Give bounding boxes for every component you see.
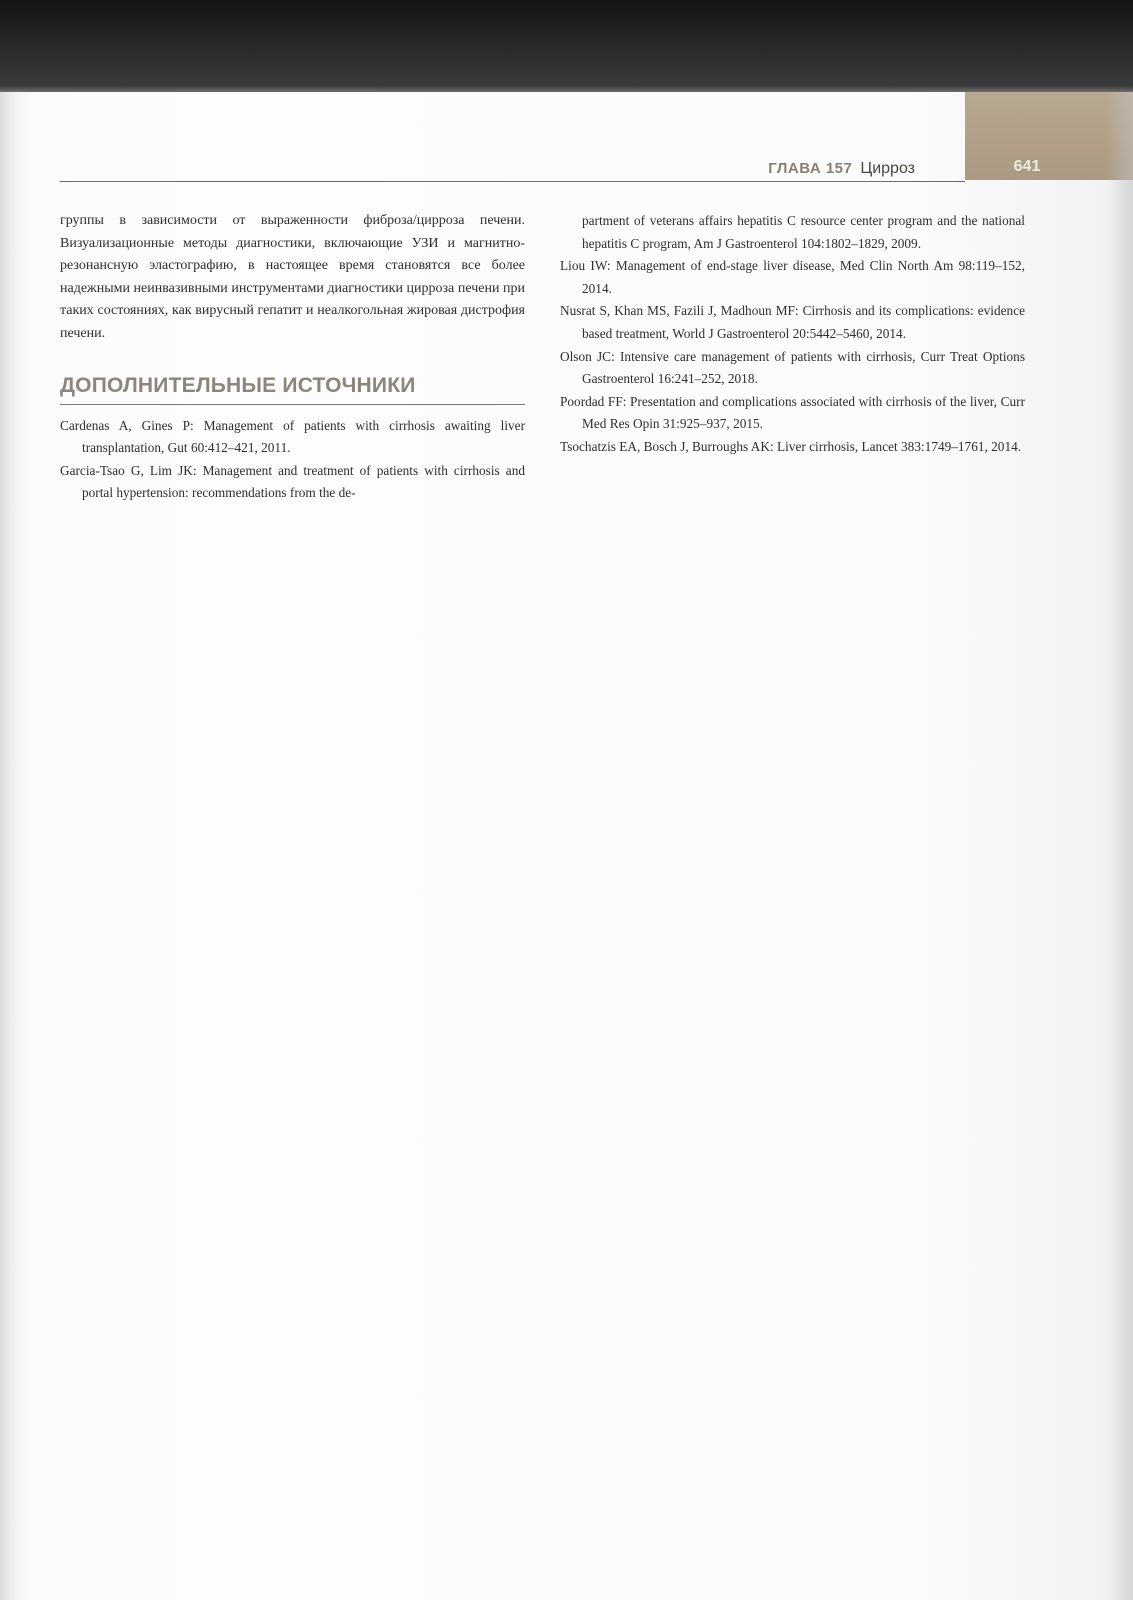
reference-item: Cardenas A, Gines P: Management of patients with cirrhosis awaiting liver transplantation, Gut 60:412–421, 2011. [60, 417, 525, 456]
page-number: 641 [1013, 158, 1041, 175]
reference-item: Garcia-Tsao G, Lim JK: Management and treatment of patients with cirrhosis and portal hypertension: recommendations from the de- [60, 462, 525, 501]
header-rule [60, 181, 965, 182]
reference-item: Liou IW: Management of end-stage liver disease, Med Clin North Am 98:119–152, 2014. [560, 258, 1025, 296]
running-head [60, 160, 965, 182]
reference-item: Olson JC: Intensive care management of patients with cirrhosis, Curr Treat Options Gastroenterol 16:241–252, 2018. [560, 348, 1025, 387]
reference-item: Tsochatzis EA, Bosch J, Burroughs AK: Liver cirrhosis, Lancet 383:1749–1761, 2014. [560, 438, 1022, 454]
reference-continuation: partment of veterans affairs hepatitis C resource center program and the national hepatitis C program, Am J Gastroenterol 104:1802–1829, 2009. [582, 213, 1025, 251]
reference-item: Nusrat S, Khan MS, Fazili J, Madhoun MF: Cirrhosis and its complications: evidence based treatment, World J Gastroenterol 20:5442–5460, 2014. [560, 303, 1025, 341]
body-paragraph: группы в зависимости от выраженности фиброза/цирроза печени. Визуализационные методы диагностики, включающие УЗИ и магнитно-резонансную эластографию, в настоящее время становятся все более надежными неинвазивными инструментами диагностики цирроза печени при таких состояниях, как вирусный гепатит и неалкогольная жировая дистрофия печени. [60, 213, 525, 341]
scan-shadow-top [0, 0, 1133, 92]
reference-list-left [60, 415, 525, 505]
reference-list-right [560, 255, 1025, 458]
left-column [60, 210, 525, 505]
chapter-label: ГЛАВА 157 [768, 160, 853, 177]
page-edge-shadow [1106, 92, 1133, 1600]
chapter-title: Цирроз [860, 160, 915, 177]
reference-item: Poordad FF: Presentation and complications associated with cirrhosis of the liver, Curr Med Res Opin 31:925–937, 2015. [560, 393, 1025, 432]
right-column [560, 210, 1025, 459]
section-heading: ДОПОЛНИТЕЛЬНЫЕ ИСТОЧНИКИ [60, 373, 416, 397]
section-rule [60, 404, 525, 405]
